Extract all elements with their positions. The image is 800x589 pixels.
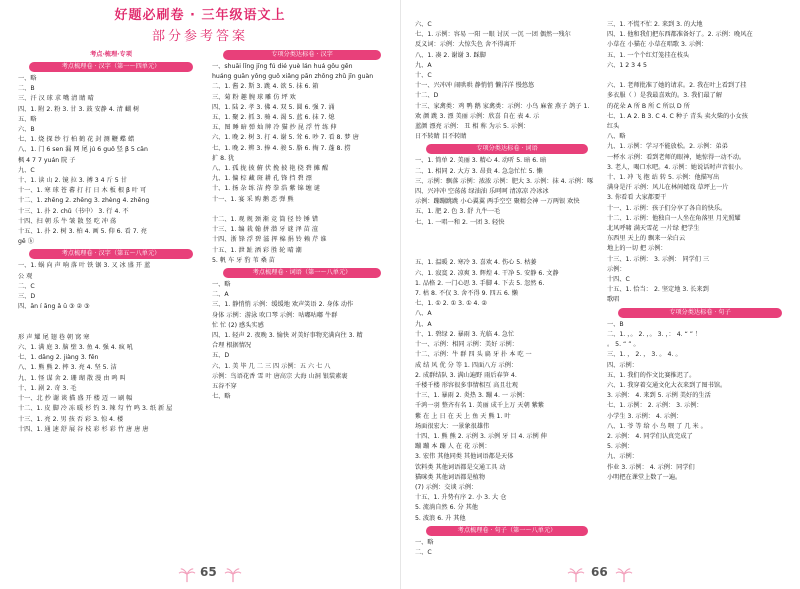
answer-line: 猫咪类 其他词语都是植物 bbox=[415, 473, 486, 481]
answer-line: 九、1. 怪 谋 舍 2. 珊 瑚 散 漫 由 鸣 叫 bbox=[18, 374, 126, 382]
answer-line: 十一、示例：相同 示例：美好 示例： bbox=[415, 341, 518, 349]
answer-line: 十二、示例：牛 群 四 头 扁 牙 扑 本 吃 一 bbox=[415, 351, 532, 359]
answer-line: 小学生 3. 示例： 4. 示例： bbox=[607, 412, 683, 420]
answer-line: 十五、1. 泄 趾 洒 彩 胜 轮 晴 潮 bbox=[212, 246, 302, 254]
answer-line: 五、1. 我们的作文比赛推迟了。 bbox=[607, 371, 696, 379]
answer-line: 东西里 天上的 飘来一朵白云 bbox=[607, 235, 686, 243]
answer-line: 十四、1. 熊 熊 2. 示例 3. 示例 牙 目 4. 示例 伸 bbox=[415, 432, 547, 440]
answer-line: 七、1. dāng 2. jiàng 3. fēn bbox=[18, 354, 99, 362]
answer-line: 满身是汗 示例：风儿在林间嬉戏 草坪上一片 bbox=[607, 184, 729, 192]
answer-line: 九、1. 偏 棕 藏 斑 耕 孔 锋 挡 碧 漂 bbox=[212, 175, 312, 183]
answer-line: 3. 你看看 大家都要干 bbox=[607, 194, 667, 202]
answer-line: 七、1. 烧 探 纱 行 柏 鹤 花 封 测 鞭 蝶 蜡 bbox=[18, 136, 135, 144]
answer-line bbox=[607, 71, 793, 81]
answer-line: 十一、1. 宴 采 购 鹅 恶 弹 熊 bbox=[212, 195, 294, 203]
answer-line: 小草在 小猫在 小草在唱歌 3. 示例： bbox=[607, 41, 708, 49]
answer-line: gē ⓑ bbox=[18, 238, 34, 246]
answer-line: 十、C bbox=[415, 72, 432, 80]
answer-line: 身体 示例：游泳 吹口琴 示例：咕嘟咕嘟 牛群 bbox=[212, 311, 338, 319]
answer-line: 十四、C bbox=[607, 276, 630, 284]
answer-line: 三、汗 汉 球 求 嘴 清 睛 晴 bbox=[18, 95, 94, 103]
answer-line: 七、1. 一唱一和 2. 一团 3. 轻快 bbox=[415, 218, 505, 226]
answer-line: 八、1. 门 6 sen 漏 网 尾 jú 6 guō 竖 β 5 cān bbox=[18, 146, 148, 154]
answer-line: 五、图 睡 暗 弹 灿 牌 冷 猫 抄 昆 浮 竹 练 伸 bbox=[212, 124, 337, 132]
palm-tree-icon bbox=[178, 567, 196, 583]
answer-line: 扩 8. 犹 bbox=[212, 154, 235, 162]
answer-line: 五、1. 聚 2. 抓 3. 骑 4. 渴 5. 蓝 6. 抹 7. 熄 bbox=[212, 114, 335, 122]
answer-line: 十三、1. 暴雨 2. 炎热 3. 蹦 4. 一 示例： bbox=[415, 392, 529, 400]
answer-line: 日不转睛 目不转睛 bbox=[415, 133, 467, 141]
answer-line: 千楼千楼 形容很多事情相互 高且壮观 bbox=[415, 381, 518, 389]
answer-line: 十二、1. zhēng 2. zhēng 3. zhèng 4. zhēng bbox=[18, 197, 150, 205]
answer-line: 七、1. A 2. B 3. C 4. C 种子 青头 卖火柴的小女孩 bbox=[607, 112, 748, 120]
answer-line: 六、1. 晚 2. 树 3. 打 4. 谢 5. 耸 6. 吵 7. 看 8. 梦 唐 bbox=[212, 134, 359, 142]
answer-line: 七、1. 示例： 2. 示例： 3. 示例： bbox=[607, 402, 703, 410]
answer-line: 5. 波浪 6. 升 其他 bbox=[415, 514, 466, 522]
answer-line: 1. 品格 2. 一门心思 3. 手脚 4. 下去 5. 忽然 6. bbox=[415, 279, 545, 287]
answer-line: 十、1. 冲 飞 抱 站 转 5. 示例：他描写出 bbox=[607, 174, 720, 182]
answer-line: 十四、浙 锋 浮 碧 滋 挥 棉 捐 铃 赖 芹 谁 bbox=[212, 236, 327, 244]
answer-line: 七、略 bbox=[212, 393, 231, 401]
right-column-2 bbox=[607, 20, 793, 560]
answer-line: 十一、兴冲冲 闹哄哄 静悄悄 懒洋洋 慢悠悠 bbox=[415, 82, 535, 90]
answer-line: 九、A bbox=[415, 320, 432, 328]
answer-line: 5. 流淌自然 6. 分 其他 bbox=[415, 504, 478, 512]
answer-line: 2. 示例： 4. 同学们认真完成了 bbox=[607, 432, 693, 440]
answer-line: 合理 根据情况 bbox=[212, 342, 252, 350]
section-title: 考点·梳理·专项 bbox=[90, 51, 132, 58]
answer-line: 示例： bbox=[607, 265, 626, 273]
answer-line: 3. 老人，喝口水吧。4. 示例：她说话时声音很小。 bbox=[607, 163, 747, 171]
page-number: 65 bbox=[200, 565, 217, 579]
answer-line: 九、C bbox=[18, 166, 35, 174]
answer-line: 三、D bbox=[18, 293, 36, 301]
answer-line: 作业 3. 示例： 4. 示例：同学们 bbox=[607, 463, 695, 471]
answer-line: 一、B bbox=[607, 320, 624, 328]
answer-line: 四、1. 附 2. 粉 3. 甘 3. 鼓 安静 4. 清 蝴 树 bbox=[18, 105, 140, 113]
page-number: 66 bbox=[591, 565, 608, 579]
answer-line: 六、1 2 3 4 5 bbox=[607, 61, 647, 69]
answer-line: 十一、北 抄 谢 谈 描 盛 开 楼 迈 一 刷 幅 bbox=[18, 395, 133, 403]
answer-line: huáng guān yǒng guǒ xiǎng pān zhōng zhǔ jīn guàn bbox=[212, 73, 374, 81]
answer-line: 的花朵 A 所 B 所 C 所以 D 所 bbox=[607, 102, 690, 110]
answer-line bbox=[18, 312, 204, 322]
answer-line: 十、1. 剧 2. 奇 3. 毛 bbox=[18, 384, 77, 392]
answer-line: 十、1. 读 山 2. 镜 拉 3. 搏 3 4 斤 5 甘 bbox=[18, 177, 127, 185]
answer-line: 多衣服（ ）是我最喜欢的。3. 我们最了解 bbox=[607, 92, 723, 100]
answer-line: 3. 宏伟 其他同类 其他词语都是天体 bbox=[415, 453, 514, 461]
answer-line: 二、B bbox=[18, 85, 35, 93]
answer-line: 二、1. ，。 2. ，。 3. ，： 4. “ ” ！ bbox=[607, 330, 702, 338]
answer-line: 三、1. 不慌不忙 2. 来到 3. 的大地 bbox=[607, 21, 703, 28]
answer-line: 歌唱 bbox=[607, 296, 620, 304]
answer-line: 忙 忙 (2) 感头实感 bbox=[212, 321, 264, 329]
answer-line: 十三、1. 扑 2. chǔ（书中） 3. 行 4. 不 bbox=[18, 207, 129, 215]
answer-line: 六、C bbox=[415, 21, 432, 28]
answer-line: 成 结 风 优 分 等 1. 四面八方 示例： bbox=[415, 361, 518, 369]
answer-line: 千鸿一羽 整齐有名 1. 美丽 成千上万 天朝 紫紫 bbox=[415, 402, 545, 410]
answer-line: 五、1. 肥 2. 色 3. 舒 九牛一毛 bbox=[415, 208, 501, 216]
left-column-2 bbox=[212, 48, 392, 538]
answer-line: 五、1. 温暖 2. 寒冷 3. 喜欢 4. 伤心 5. 枯萎 bbox=[415, 259, 537, 267]
answer-line: 一、shuāi lǐng jīng fú dié yuè lán huá gǒu gēn bbox=[212, 63, 353, 70]
answer-line: 四、1. 轻声 2. 夜晚 3. 愉快 对美好事物充满向往 3. 精 bbox=[212, 332, 363, 340]
answer-line: 公 观 bbox=[18, 272, 33, 280]
answer-line: 5. 示例： bbox=[607, 443, 634, 451]
answer-line: 五、D bbox=[212, 352, 230, 360]
answer-line: 一、略 bbox=[18, 75, 37, 82]
answer-line: 十三、1. 亮 2. 男 孩 否 彩 3. 惊 4. 楼 bbox=[18, 415, 124, 423]
answer-line: 七、1. 示例：容易 一阳 一眼 讨厌 一沉 一团 偶然一残尔 bbox=[415, 31, 571, 39]
answer-line: 四、1. 他和我们把东西都准备好了。2. 示例：晚风在 bbox=[607, 31, 753, 39]
section-title: 专项分类达标卷 · 汉字 bbox=[223, 50, 381, 60]
answer-line: 示例：蹦蹦跳跳 小心翼翼 两手空空 聚精会神 一万两银 欢快 bbox=[415, 198, 580, 206]
answer-line: 红头 bbox=[607, 123, 620, 131]
answer-line: 六、B bbox=[18, 126, 35, 134]
answer-line: 欢 颜 跳 3. 漂 美丽 示例：欣喜 自在 表 4. 示 bbox=[415, 112, 540, 120]
answer-line: 饮料类 其他词语都是交通工具 动 bbox=[415, 463, 506, 471]
answer-line: 六、1. 老师批准了她的请求。2. 我在叶上看到了挂 bbox=[607, 82, 747, 90]
answer-line: 形 声 耀 尾 翅 巷 朝 窝 寒 bbox=[18, 333, 90, 341]
answer-line: 九、1. 示例：学习不能放松。2. 示例：弟弟 bbox=[607, 143, 728, 151]
answer-line: 八、1. 凑 2. 谢谢 3. 踩脚 bbox=[415, 51, 486, 59]
answer-line: 五、略 bbox=[18, 115, 37, 123]
answer-line bbox=[415, 228, 599, 238]
answer-line: 四、1. 陆 2. 孝 3. 佛 4. 双 5. 圆 6. 强 7. 涌 bbox=[212, 103, 335, 111]
answer-line: 三、1. ， 2. ， 3. 。 4. 。 bbox=[607, 351, 682, 359]
answer-line: 枫 4 7 7 yuán 院 子 bbox=[18, 156, 76, 164]
section-title: 考点梳理卷 · 汉字（第五～八单元） bbox=[29, 249, 193, 259]
right-column-1 bbox=[415, 20, 599, 560]
answer-line: 六、1. 我穿着交通文化大衣来到了图书馆。 bbox=[607, 381, 727, 389]
answer-line: 七、1. ① 2. ① 3. ① 4. ② bbox=[415, 300, 487, 308]
answer-line: 一、略 bbox=[415, 538, 434, 546]
answer-line: 十一、1. 示例：孩子们分享了各自的快乐。 bbox=[607, 204, 727, 212]
section-title: 专项分类达标卷 · 句子 bbox=[618, 308, 782, 318]
answer-line: 十二、1. 观 规 颈 渐 竞 筒 径 铃 锤 错 bbox=[212, 216, 319, 224]
answer-line bbox=[18, 323, 204, 333]
answer-line: 十二、D bbox=[415, 92, 439, 100]
answer-line: 二、C bbox=[18, 282, 35, 290]
right-page bbox=[400, 0, 800, 589]
answer-line: 十四、1. 通 速 舒 展 谷 枝 彩 杉 彩 竹 唐 唐 唐 bbox=[18, 425, 149, 433]
answer-line: 八、1. 爷 等 给 小 鸟 喂 了 几 米 。 bbox=[607, 422, 707, 430]
answer-line: 紫 在 上 日 在 天 上 鱼 天 熊 1. 叶 bbox=[415, 412, 511, 420]
answer-line: 示例：鸟语花香 雪 叶 唐高宗 大海 山洞 银装素裹 bbox=[212, 372, 348, 380]
section-title: 考点梳理卷 · 汉字（第一～四单元） bbox=[29, 62, 193, 72]
answer-line: 五、1. 一个个红灯笼挂在枝头 bbox=[607, 51, 690, 59]
answer-line: 四、示例： bbox=[607, 361, 638, 369]
page-subtitle: 部分参考答案 bbox=[151, 29, 248, 44]
answer-line: 四、兴冲冲 空荡荡 绿油油 乐呵呵 清凉凉 冷冰冰 bbox=[415, 188, 549, 196]
answer-line: 三、菊 粉 趣 腕 球 雕 仿 坪 欢 bbox=[212, 93, 296, 101]
answer-line: 十一、1. 寒 球 苍 蕃 打 打 日 木 板 根 β 叶 可 bbox=[18, 187, 147, 195]
answer-line: 十三、家禽类：鸡 鸭 鹅 家禽类：示例：小鸟 麻雀 燕子 鸽子 1. bbox=[415, 102, 590, 110]
answer-line: 七、1. 晚 2. 辨 3. 捧 4. 骏 5. 胳 6. 掏 7. 蓬 8. 捞 bbox=[212, 144, 351, 152]
answer-line: 2. 成群结队 3. 满山遍野 雨后春笋 4. bbox=[415, 371, 517, 379]
answer-line: 反义词：示例：大惊失色 舍不得离开 bbox=[415, 41, 516, 49]
answer-line: 十、1. 扬 杂 练 洁 挎 拳 浩 紫 锦 缠 谜 bbox=[212, 185, 320, 193]
answer-line: 地上的一切 把 示例： bbox=[607, 245, 667, 253]
palm-tree-icon bbox=[615, 567, 633, 583]
answer-line: 场面很宏大：一景象很雄伟 bbox=[415, 422, 490, 430]
answer-line: 3. 示例： 4. 来到 5. 示例 美好的生活 bbox=[607, 392, 711, 400]
answer-line: 九、示例： bbox=[607, 453, 638, 461]
answer-line: 六、1. 寂寞 2. 凉爽 3. 辉煌 4. 干净 5. 安静 6. 文静 bbox=[415, 269, 559, 277]
section-title: 考点梳理卷 · 句子（第一～八单元） bbox=[426, 526, 588, 536]
answer-line: 八、1. 熊 熊 2. 摔 3. 亮 4. 坚 5. 洁 bbox=[18, 364, 117, 372]
answer-line: 二、A bbox=[212, 291, 229, 299]
section-title: 专项分类达标卷 · 词语 bbox=[426, 144, 588, 154]
answer-line bbox=[415, 248, 599, 258]
answer-line: 九、A bbox=[415, 61, 432, 69]
answer-line: 二、C bbox=[415, 548, 432, 556]
answer-line: 北风呼啸 满天雪花 一片绿 把学生 bbox=[607, 225, 700, 233]
answer-line bbox=[415, 238, 599, 248]
left-column-1 bbox=[18, 48, 204, 538]
answer-line: 7. 枯 8. 不仅 3. 舍不得 9. 四五 6. 懒 bbox=[415, 290, 518, 298]
answer-line: 八、A bbox=[415, 310, 432, 318]
answer-line: 5. 帆 车 牙 豹 苇 桑 苗 bbox=[212, 256, 275, 264]
answer-line: 四、ān í āng ǎ ū ③ ② ③ bbox=[18, 303, 90, 311]
answer-line: 一、1. 简单 2. 美丽 3. 精心 4. 动听 5. 暗 6. 暗 bbox=[415, 157, 547, 165]
answer-line: 十二、1. 皮 脚 冷 冻 暖 杉 钓 3. 辣 勾 竹 鸣 3. 纸 新 屋 bbox=[18, 405, 173, 413]
answer-line: 六、1. 满 庭 3. 脑 壁 3. 鱼 4. 强 4. 疯 吼 bbox=[18, 344, 133, 352]
answer-line: 十三、1. 示例： 3. 示例： 同学们 三 bbox=[607, 255, 710, 263]
answer-line: 十、1. 碧绿 2. 暴雨 3. 光临 4. 急忙 bbox=[415, 330, 515, 338]
answer-line: 十三、1. 编 栽 翰 拼 潜 牙 谜 泽 苗 渲 bbox=[212, 226, 319, 234]
answer-line: 八、1. 孤 拢 披 俯 伏 挽 披 艳 挠 碧 摊 醒 bbox=[212, 165, 329, 173]
answer-line: 小明把在课堂上数了一遍。 bbox=[607, 473, 682, 481]
section-title: 考点梳理卷 · 词语（第一～八单元） bbox=[223, 268, 381, 278]
answer-line: 十五、1. 升势有序 2. 小 3. 大 仓 bbox=[415, 494, 507, 502]
answer-line: 八、略 bbox=[607, 133, 626, 141]
answer-line: 一杯水 示例：看到老师的眼神，她惊得一动不动。 bbox=[607, 153, 746, 161]
answer-line: 三、1. 静悄悄 示例：缓缓地 欢声笑语 2. 身体 动作 bbox=[212, 301, 354, 309]
answer-line bbox=[212, 205, 392, 215]
answer-line: 一、1. 蜗 向 声 响 落 叶 铁 锯 3. 又 冰 盛 开 蓝 bbox=[18, 262, 151, 270]
answer-line: 二、1. 相同 2. 大方 3. 昂贵 4. 急急忙忙 5. 懒 bbox=[415, 167, 543, 175]
answer-line: 六、1. 美 毕 几 二 三 四 示例：五 六 七 八 bbox=[212, 362, 331, 370]
answer-line: 十五、1. 扑 2. 树 3. 柏 4. 画 5. 仰 6. 看 7. 亮 bbox=[18, 228, 147, 236]
answer-line: 三、示例：飘落 示例：浓浓 示例：肥大 3. 示例：抹 4. 示例：啄 bbox=[415, 177, 594, 185]
answer-line: 蹦 蹦 本 蹦 人 在 花 示例： bbox=[415, 443, 491, 451]
answer-line: 十四、扫 朝 乐 牛 皱 散 竖 吃 冲 荡 bbox=[18, 217, 117, 225]
palm-tree-icon bbox=[567, 567, 585, 583]
answer-line: 蓝颜 漂亮 示例： 丑 相 称 为示 5. 示例： bbox=[415, 123, 530, 131]
answer-line: 二、1. 酱 2. 斯 3. 跳 4. 欲 5. 抹 6. 箱 bbox=[212, 83, 319, 91]
answer-line: 。 5. “ ” 。 bbox=[607, 341, 640, 349]
answer-line: 十二、1. 示例：他独自一人坐在角落里 月光照耀 bbox=[607, 214, 741, 222]
answer-line: 一、略 bbox=[212, 281, 231, 289]
palm-tree-icon bbox=[224, 567, 242, 583]
answer-line: 十五、1. 恰当： 2. 坚定地 3. 长来到 bbox=[607, 286, 709, 294]
answer-line: (7) 示例：交谈 示例： bbox=[415, 483, 478, 491]
answer-line: 五谷不穿 bbox=[212, 383, 237, 391]
page-title: 好题必刷卷 · 三年级语文上 bbox=[114, 8, 286, 23]
